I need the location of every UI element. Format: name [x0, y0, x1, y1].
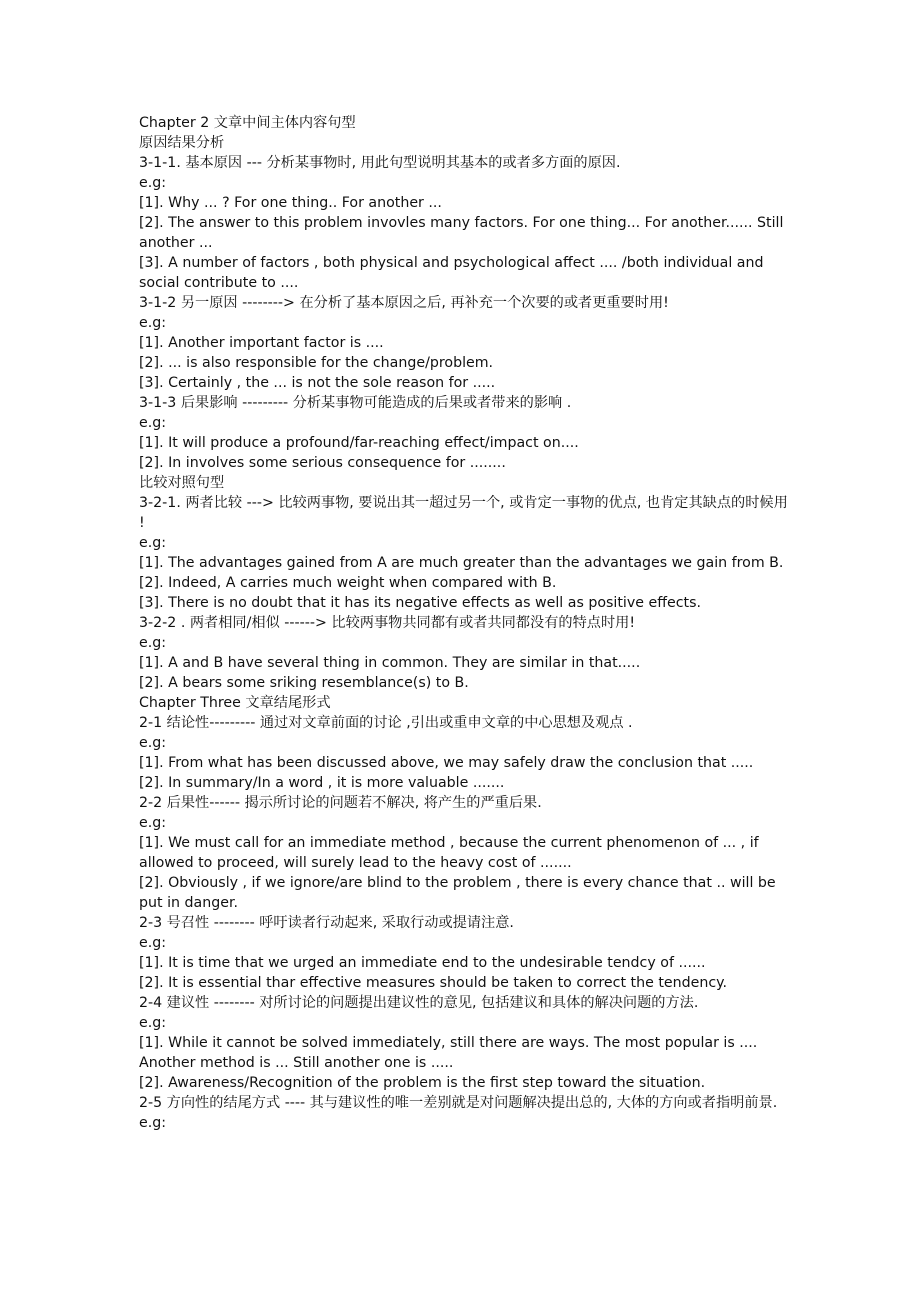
pattern-heading: 3-2-1. 两者比较 ---> 比较两事物, 要说出其一超过另一个, 或肯定一事物的优点, 也肯定其缺点的时候用 !	[139, 495, 788, 531]
pattern-heading: 2-3 号召性 -------- 呼吁读者行动起来, 采取行动或提请注意.	[139, 915, 514, 931]
example-label: e.g:	[139, 175, 167, 191]
example-label: e.g:	[139, 735, 167, 751]
example-sentence: [1]. A and B have several thing in common. They are similar in that.....	[139, 655, 641, 671]
example-label: e.g:	[139, 315, 167, 331]
example-label: e.g:	[139, 535, 167, 551]
example-sentence: [3]. There is no doubt that it has its negative effects as well as positive effects.	[139, 595, 701, 611]
example-sentence: [3]. Certainly , the ... is not the sole reason for .....	[139, 375, 496, 391]
pattern-heading: 3-1-3 后果影响 --------- 分析某事物可能造成的后果或者带来的影响 .	[139, 395, 572, 411]
pattern-heading: 2-1 结论性--------- 通过对文章前面的讨论 ,引出或重申文章的中心思想及观点 .	[139, 715, 633, 731]
example-sentence: [3]. A number of factors , both physical and psychological affect .... /both individual and social contribute to ....	[139, 255, 764, 291]
example-label: e.g:	[139, 635, 167, 651]
example-label: e.g:	[139, 815, 167, 831]
example-sentence: [1]. Why ... ? For one thing.. For another ...	[139, 195, 442, 211]
example-sentence: [1]. We must call for an immediate method , because the current phenomenon of ... , if allowed to proceed, will surely lead to the heavy cost of .......	[139, 835, 759, 871]
example-sentence: [2]. Obviously , if we ignore/are blind to the problem , there is every chance that .. will be put in danger.	[139, 875, 776, 911]
pattern-heading: 2-5 方向性的结尾方式 ---- 其与建议性的唯一差别就是对问题解决提出总的, 大体的方向或者指明前景.	[139, 1095, 778, 1111]
example-sentence: [2]. Indeed, A carries much weight when compared with B.	[139, 575, 557, 591]
example-sentence: [1]. While it cannot be solved immediately, still there are ways. The most popular is .... Another method is ... Still another one is .....	[139, 1035, 758, 1071]
example-label: e.g:	[139, 1015, 167, 1031]
section-heading: 原因结果分析	[139, 135, 225, 151]
example-sentence: [1]. From what has been discussed above, we may safely draw the conclusion that .....	[139, 755, 754, 771]
example-sentence: [2]. ... is also responsible for the change/problem.	[139, 355, 494, 371]
pattern-heading: 2-2 后果性------ 揭示所讨论的问题若不解决, 将产生的严重后果.	[139, 795, 542, 811]
example-sentence: [2]. In summary/In a word , it is more valuable .......	[139, 775, 505, 791]
pattern-heading: 3-1-2 另一原因 --------> 在分析了基本原因之后, 再补充一个次要的或者更重要时用!	[139, 295, 669, 311]
pattern-heading: 3-1-1. 基本原因 --- 分析某事物时, 用此句型说明其基本的或者多方面的原因.	[139, 155, 621, 171]
section-heading: 比较对照句型	[139, 475, 225, 491]
example-label: e.g:	[139, 935, 167, 951]
example-label: e.g:	[139, 415, 167, 431]
chapter-heading: Chapter 2 文章中间主体内容句型	[139, 115, 356, 131]
example-sentence: [2]. It is essential thar effective measures should be taken to correct the tendency.	[139, 975, 728, 991]
document-body	[139, 113, 789, 1133]
example-sentence: [1]. Another important factor is ....	[139, 335, 384, 351]
example-sentence: [2]. A bears some sriking resemblance(s) to B.	[139, 675, 469, 691]
example-sentence: [1]. It will produce a profound/far-reaching effect/impact on....	[139, 435, 579, 451]
example-sentence: [2]. In involves some serious consequence for ........	[139, 455, 506, 471]
pattern-heading: 3-2-2 . 两者相同/相似 ------> 比较两事物共同都有或者共同都没有的特点时用!	[139, 615, 636, 631]
example-label: e.g:	[139, 1115, 167, 1131]
example-sentence: [2]. The answer to this problem invovles many factors. For one thing... For another...... Still another ...	[139, 215, 784, 251]
pattern-heading: 2-4 建议性 -------- 对所讨论的问题提出建议性的意见, 包括建议和具体的解决问题的方法.	[139, 995, 699, 1011]
example-sentence: [2]. Awareness/Recognition of the problem is the first step toward the situation.	[139, 1075, 706, 1091]
example-sentence: [1]. It is time that we urged an immediate end to the undesirable tendcy of ......	[139, 955, 706, 971]
chapter-heading: Chapter Three 文章结尾形式	[139, 695, 331, 711]
example-sentence: [1]. The advantages gained from A are much greater than the advantages we gain from B.	[139, 555, 784, 571]
